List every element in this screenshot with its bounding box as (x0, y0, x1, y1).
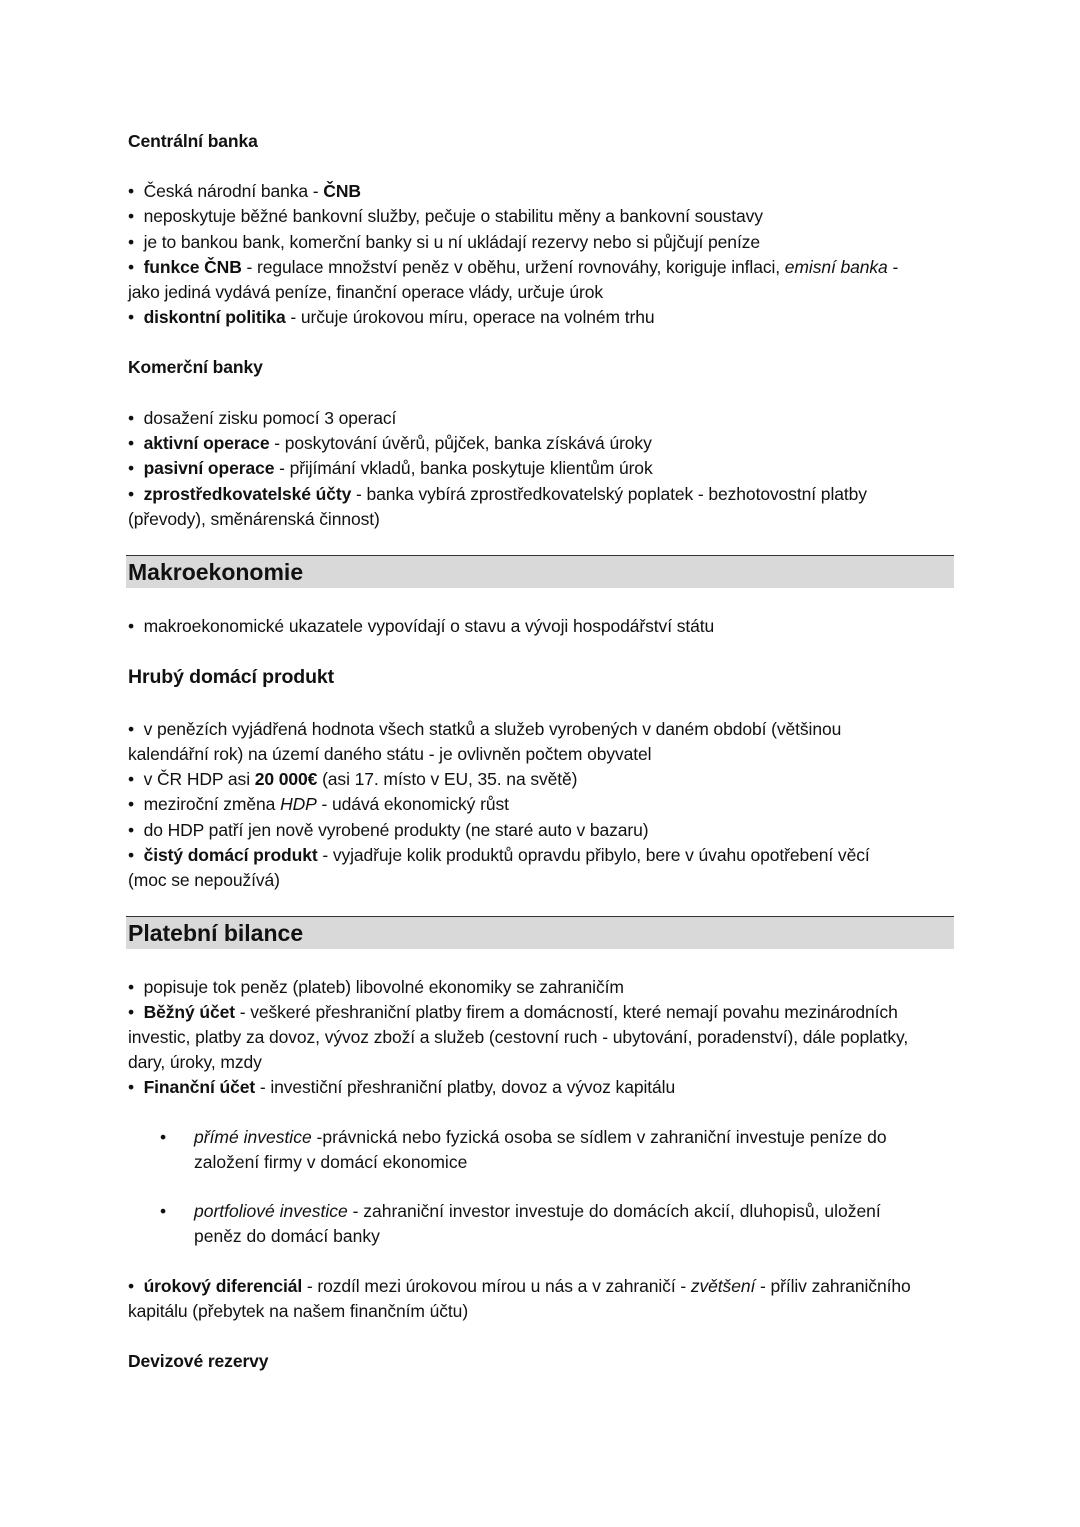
bullet-icon: • (128, 820, 135, 840)
list-item: • dosažení zisku pomocí 3 operací (128, 408, 397, 428)
heading-komercni-banky: Komerční banky (128, 357, 263, 377)
bullet-icon: • (128, 1276, 135, 1296)
list-item: • do HDP patří jen nově vyrobené produkty (ne staré auto v bazaru) (128, 820, 649, 840)
list-item: • v penězích vyjádřená hodnota všech statků a služeb vyrobených v daném období (většinou (128, 719, 842, 739)
list-item: • čistý domácí produkt - vyjadřuje kolik produktů opravdu přibylo, bere v úvahu opotřebení věcí (128, 845, 870, 865)
bullet-icon: • (128, 484, 135, 504)
list-item: • neposkytuje běžné bankovní služby, pečuje o stabilitu měny a bankovní soustavy (128, 206, 763, 226)
bullet-icon: • (128, 433, 135, 453)
list-item: • v ČR HDP asi 20 000€ (asi 17. místo v EU, 35. na světě) (128, 769, 578, 789)
list-item: • diskontní politika - určuje úrokovou míru, operace na volném trhu (128, 307, 655, 327)
bullet-icon: • (128, 232, 135, 252)
bullet-icon: • (128, 408, 135, 428)
bullet-icon: • (128, 307, 135, 327)
bullet-icon: • (160, 1201, 167, 1221)
list-item-continuation: (převody), směnárenská činnost) (128, 509, 380, 529)
list-item: • popisuje tok peněz (plateb) libovolné ekonomiky se zahraničím (128, 977, 624, 997)
bullet-icon: • (128, 181, 135, 201)
sub-list-item-continuation: peněz do domácí banky (194, 1226, 380, 1246)
heading-hruby-domaci-produkt: Hrubý domácí produkt (128, 666, 335, 688)
section-heading-bar (126, 555, 954, 588)
bullet-icon: • (128, 206, 135, 226)
list-item: • je to bankou bank, komerční banky si u ní ukládají rezervy nebo si půjčují peníze (128, 232, 760, 252)
list-item-continuation: kalendářní rok) na území daného státu - je ovlivněn počtem obyvatel (128, 744, 652, 764)
list-item: • pasivní operace - přijímání vkladů, banka poskytuje klientům úrok (128, 458, 653, 478)
list-item: • Finanční účet - investiční přeshraniční platby, dovoz a vývoz kapitálu (128, 1077, 676, 1097)
heading-devizove-rezervy: Devizové rezervy (128, 1351, 269, 1371)
list-item: • zprostředkovatelské účty - banka vybírá zprostředkovatelský poplatek - bezhotovostní platby (128, 484, 867, 504)
list-item: • Běžný účet - veškeré přeshraniční platby firem a domácností, které nemají povahu mezinárodních (128, 1002, 898, 1022)
bullet-icon: • (128, 845, 135, 865)
heading-makroekonomie: Makroekonomie (128, 559, 304, 585)
list-item-continuation: dary, úroky, mzdy (128, 1052, 262, 1072)
bullet-icon: • (128, 1077, 135, 1097)
bullet-icon: • (128, 616, 135, 636)
bullet-icon: • (128, 794, 135, 814)
list-item-continuation: (moc se nepoužívá) (128, 870, 280, 890)
list-item: • meziroční změna HDP - udává ekonomický růst (128, 794, 509, 814)
bullet-icon: • (128, 257, 135, 277)
bullet-icon: • (128, 1002, 135, 1022)
list-item: • makroekonomické ukazatele vypovídají o stavu a vývoji hospodářství státu (128, 616, 715, 636)
heading-platebni-bilance: Platební bilance (128, 920, 304, 946)
bullet-icon: • (160, 1127, 167, 1147)
bullet-icon: • (128, 977, 135, 997)
bullet-icon: • (128, 769, 135, 789)
section-heading-bar (126, 916, 954, 949)
bullet-icon: • (128, 458, 135, 478)
list-item: • úrokový diferenciál - rozdíl mezi úrokovou mírou u nás a v zahraničí - zvětšení - příliv zahraničního (128, 1276, 911, 1296)
bullet-icon: • (128, 719, 135, 739)
list-item-continuation: jako jediná vydává peníze, finanční operace vlády, určuje úrok (128, 282, 604, 302)
list-item: • funkce ČNB - regulace množství peněz v oběhu, uržení rovnováhy, koriguje inflaci, emisní banka - (128, 257, 899, 277)
sub-list-item-continuation: založení firmy v domácí ekonomice (194, 1152, 468, 1172)
list-item: • Česká národní banka - ČNB (128, 181, 361, 201)
list-item-continuation: investic, platby za dovoz, vývoz zboží a služeb (cestovní ruch - ubytování, poradenství), dále poplatky, (128, 1027, 909, 1047)
list-item-continuation: kapitálu (přebytek na našem finančním účtu) (128, 1301, 469, 1321)
list-item: • aktivní operace - poskytování úvěrů, půjček, banka získává úroky (128, 433, 652, 453)
heading-centralni-banka: Centrální banka (128, 131, 258, 151)
